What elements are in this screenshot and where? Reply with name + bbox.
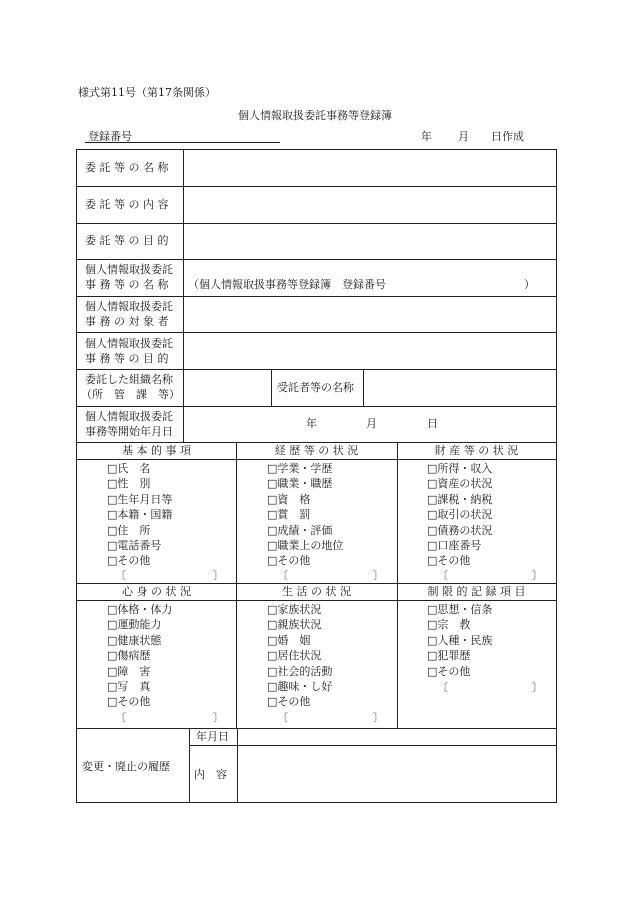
checkbox-item-career[interactable]: □成績・評価 — [267, 523, 333, 537]
other-bracket-close-life: 〕 — [373, 711, 384, 724]
other-bracket-close-basic: 〕 — [213, 569, 224, 582]
checkbox-item-basic[interactable]: □氏 名 — [107, 462, 151, 475]
history-label: 変更・廃止の履歴 — [82, 760, 170, 773]
other-bracket-open-basic: 〔 — [115, 569, 126, 582]
column-divider — [363, 369, 364, 406]
personal-info-task-name-label-1: 個人情報取扱委託 — [85, 263, 173, 276]
checkbox-item-life[interactable]: □社会的活動 — [267, 664, 333, 678]
commission-content-label: 委 託 等 の 内 容 — [85, 198, 169, 211]
checkbox-item-health[interactable]: □写 真 — [107, 680, 151, 693]
row-divider — [77, 296, 556, 297]
history-column-divider — [237, 728, 238, 803]
start-month-label: 月 — [366, 417, 377, 430]
checkbox-item-property[interactable]: □資産の状況 — [427, 477, 493, 491]
checkbox-item-property[interactable]: □取引の状況 — [427, 508, 493, 522]
start-day-label: 日 — [427, 417, 438, 430]
checkbox-item-health[interactable]: □その他 — [107, 695, 151, 709]
other-bracket-close-restricted: 〕 — [532, 681, 543, 694]
checkbox-item-restricted[interactable]: □犯罪歴 — [427, 649, 471, 663]
start-date-label-1: 個人情報取扱委託 — [85, 410, 173, 423]
row-divider — [77, 223, 556, 224]
checkbox-item-basic[interactable]: □生年月日等 — [107, 492, 173, 506]
contractor-name-label: 受託者等の名称 — [277, 381, 354, 394]
checkbox-item-life[interactable]: □居住状況 — [267, 649, 322, 663]
history-date-divider — [189, 745, 556, 746]
checkbox-item-basic[interactable]: □電話番号 — [107, 539, 162, 552]
commission-purpose-label: 委 託 等 の 目 的 — [85, 234, 169, 247]
personal-info-task-name-label-2: 事 務 等 の 名 称 — [85, 278, 169, 291]
checkbox-item-career[interactable]: □学業・学歴 — [267, 462, 333, 475]
created-day-label: 日作成 — [491, 130, 524, 143]
other-bracket-close-career: 〕 — [373, 569, 384, 582]
other-bracket-open-life: 〔 — [277, 711, 288, 724]
checkbox-item-career[interactable]: □職業上の地位 — [267, 539, 344, 552]
other-bracket-open-career: 〔 — [277, 569, 288, 582]
column-divider — [271, 369, 272, 406]
checkbox-item-property[interactable]: □債務の状況 — [427, 523, 493, 537]
section-title-career: 経 歴 等 の 状 況 — [274, 444, 359, 457]
registry-number-reference: （個人情報取扱事務等登録簿 登録番号 — [188, 278, 386, 291]
organization-name-label-1: 委託した組織名称 — [85, 373, 173, 386]
row-divider — [77, 259, 556, 260]
checkbox-item-basic[interactable]: □その他 — [107, 554, 151, 568]
registration-number-field[interactable] — [85, 128, 280, 143]
section-title-basic: 基 本 的 事 項 — [122, 444, 191, 457]
row-divider — [77, 332, 556, 333]
section-header-divider — [77, 459, 556, 460]
document-title: 個人情報取扱委託事務等登録簿 — [238, 109, 392, 122]
checkbox-item-health[interactable]: □傷病歴 — [107, 649, 151, 663]
history-date-label: 年月日 — [196, 730, 229, 743]
section-title-health: 心 身 の 状 況 — [122, 585, 191, 598]
organization-name-label-2: （所 管 課 等） — [81, 388, 180, 401]
task-purpose-label-1: 個人情報取扱委託 — [85, 337, 173, 350]
checkbox-item-health[interactable]: □運動能力 — [107, 618, 162, 632]
other-bracket-open-health: 〔 — [115, 711, 126, 724]
checkbox-item-property[interactable]: □課税・納税 — [427, 492, 493, 506]
section-header-divider — [77, 600, 556, 601]
history-column-divider — [189, 728, 190, 803]
checkbox-item-restricted[interactable]: □人種・民族 — [427, 633, 493, 647]
other-bracket-close-health: 〕 — [213, 711, 224, 724]
checkbox-item-basic[interactable]: □本籍・国籍 — [107, 508, 173, 522]
section-title-life: 生 活 の 状 況 — [282, 585, 351, 598]
checkbox-item-restricted[interactable]: □宗 教 — [427, 618, 471, 632]
checkbox-item-property[interactable]: □所得・収入 — [427, 462, 493, 475]
history-top-divider — [77, 728, 556, 729]
other-bracket-open-property: 〔 — [437, 569, 448, 582]
row-divider — [77, 369, 556, 370]
checkbox-item-health[interactable]: □体格・体力 — [107, 603, 173, 616]
label-column-divider — [183, 150, 184, 442]
other-bracket-open-restricted: 〔 — [437, 681, 448, 694]
commission-name-label: 委 託 等 の 名 称 — [85, 161, 169, 174]
checkbox-item-life[interactable]: □趣味・し好 — [267, 680, 333, 693]
row-divider — [77, 186, 556, 187]
created-month-label: 月 — [458, 130, 469, 143]
checkbox-item-property[interactable]: □その他 — [427, 554, 471, 568]
target-person-label-1: 個人情報取扱委託 — [85, 300, 173, 313]
checkbox-item-life[interactable]: □家族状況 — [267, 603, 322, 616]
form-number-label: 様式第11号（第17条関係） — [78, 86, 216, 99]
checkbox-item-basic[interactable]: □性 別 — [107, 477, 151, 491]
checkbox-item-life[interactable]: □婚 姻 — [267, 633, 311, 647]
registry-number-paren-close: ） — [524, 278, 535, 291]
checkbox-item-basic[interactable]: □住 所 — [107, 523, 151, 537]
checkbox-item-career[interactable]: □賞 罰 — [267, 508, 311, 522]
row-divider — [77, 406, 556, 407]
start-year-label: 年 — [306, 417, 317, 430]
checkbox-item-career[interactable]: □資 格 — [267, 492, 311, 506]
registration-table — [76, 149, 557, 803]
checkbox-item-restricted[interactable]: □その他 — [427, 664, 471, 678]
checkbox-item-restricted[interactable]: □思想・信条 — [427, 603, 493, 616]
start-date-label-2: 事務等開始年月日 — [85, 425, 173, 438]
checkbox-item-life[interactable]: □親族状況 — [267, 618, 322, 632]
section-title-property: 財 産 等 の 状 況 — [434, 444, 519, 457]
checkbox-item-life[interactable]: □その他 — [267, 695, 311, 709]
target-person-label-2: 事 務 の 対 象 者 — [85, 315, 169, 328]
history-content-label: 内 容 — [194, 768, 227, 781]
registration-number-label: 登録番号 — [88, 130, 132, 143]
created-year-label: 年 — [421, 130, 432, 143]
checkbox-item-health[interactable]: □健康状態 — [107, 633, 162, 647]
task-purpose-label-2: 事 務 等 の 目 的 — [85, 352, 169, 365]
other-bracket-close-property: 〕 — [532, 569, 543, 582]
section-title-restricted: 制 限 的 記 録 項 目 — [427, 585, 526, 598]
checkbox-item-property[interactable]: □口座番号 — [427, 539, 482, 552]
checkbox-item-career[interactable]: □その他 — [267, 554, 311, 568]
checkbox-item-career[interactable]: □職業・職歴 — [267, 477, 333, 491]
checkbox-item-health[interactable]: □障 害 — [107, 664, 151, 678]
